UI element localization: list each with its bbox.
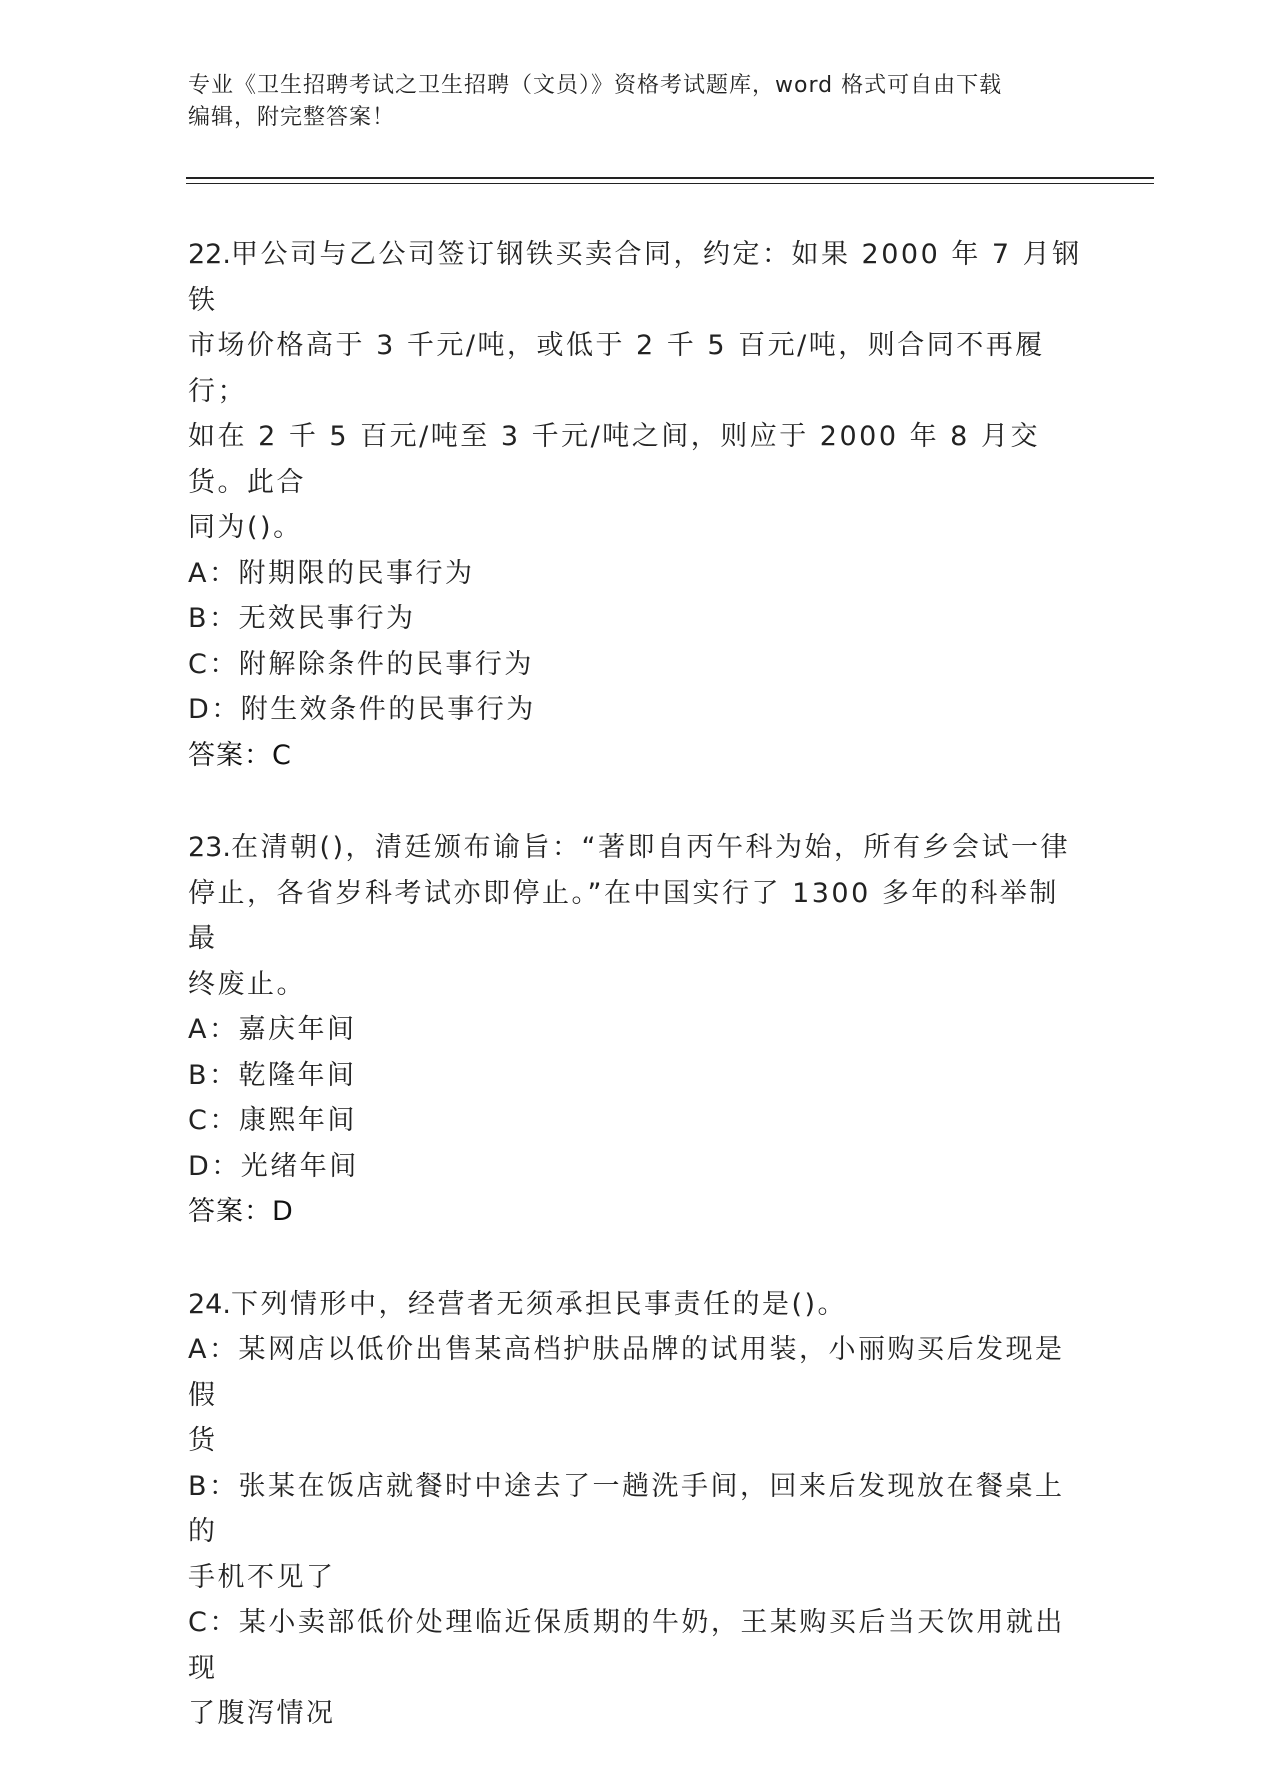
option-d: D：光绪年间	[188, 1150, 359, 1182]
question-number: 22.	[188, 239, 231, 270]
answer-label: 答案：D	[188, 1196, 294, 1227]
document-header	[188, 70, 1068, 134]
question-stem-line	[188, 825, 1088, 871]
option-c-continued: 了腹泻情况	[188, 1698, 336, 1729]
option-c: C：某小卖部低价处理临近保质期的牛奶，王某购买后当天饮用就出现	[188, 1607, 1065, 1684]
question-stem-text: 在清朝()，清廷颁布谕旨：“著即自丙午科为始，所有乡会试一律	[230, 832, 1071, 863]
question-22	[188, 232, 1088, 778]
question-list	[188, 232, 1088, 1784]
option-b-continued: 手机不见了	[188, 1561, 336, 1593]
question-stem-line	[188, 1282, 1088, 1328]
question-stem-line: 如在 2 千 5 百元/吨至 3 千元/吨之间，则应于 2000 年 8 月交货。此合	[188, 421, 1040, 498]
question-stem-line	[188, 232, 1088, 323]
header-line-1: 专业《卫生招聘考试之卫生招聘（文员）》资格考试题库，word 格式可自由下载	[188, 73, 1003, 98]
question-23	[188, 825, 1088, 1235]
option-a: A：嘉庆年间	[188, 1014, 357, 1045]
option-d: D：附生效条件的民事行为	[188, 694, 536, 725]
option-b: B：张某在饭店就餐时中途去了一趟洗手间，回来后发现放在餐桌上的	[188, 1470, 1065, 1547]
question-stem-line: 同为()。	[188, 512, 303, 543]
header-divider-secondary	[186, 183, 1154, 184]
option-c: C：附解除条件的民事行为	[188, 648, 534, 680]
question-stem-line: 终废止。	[188, 968, 306, 1000]
question-number: 24.	[188, 1288, 231, 1320]
option-a-continued: 货	[188, 1425, 218, 1456]
answer-label: 答案：C	[188, 739, 292, 771]
question-stem-line: 市场价格高于 3 千元/吨，或低于 2 千 5 百元/吨，则合同不再履行；	[188, 330, 1045, 407]
question-24	[188, 1282, 1088, 1737]
option-b: B：乾隆年间	[188, 1059, 357, 1091]
question-stem-line: 停止，各省岁科考试亦即停止。”在中国实行了 1300 多年的科举制最	[188, 877, 1059, 954]
question-number: 23.	[188, 832, 231, 863]
question-stem-text: 下列情形中，经营者无须承担民事责任的是()。	[230, 1288, 848, 1320]
option-a: A：某网店以低价出售某高档护肤品牌的试用装，小丽购买后发现是假	[188, 1334, 1065, 1411]
option-c: C：康熙年间	[188, 1105, 357, 1136]
question-stem-text: 甲公司与乙公司签订钢铁买卖合同，约定：如果 2000 年 7 月钢铁	[188, 239, 1082, 316]
option-b: B：无效民事行为	[188, 603, 416, 634]
header-line-2: 编辑，附完整答案！	[188, 105, 396, 130]
header-divider	[186, 177, 1154, 179]
option-a: A：附期限的民事行为	[188, 557, 475, 589]
